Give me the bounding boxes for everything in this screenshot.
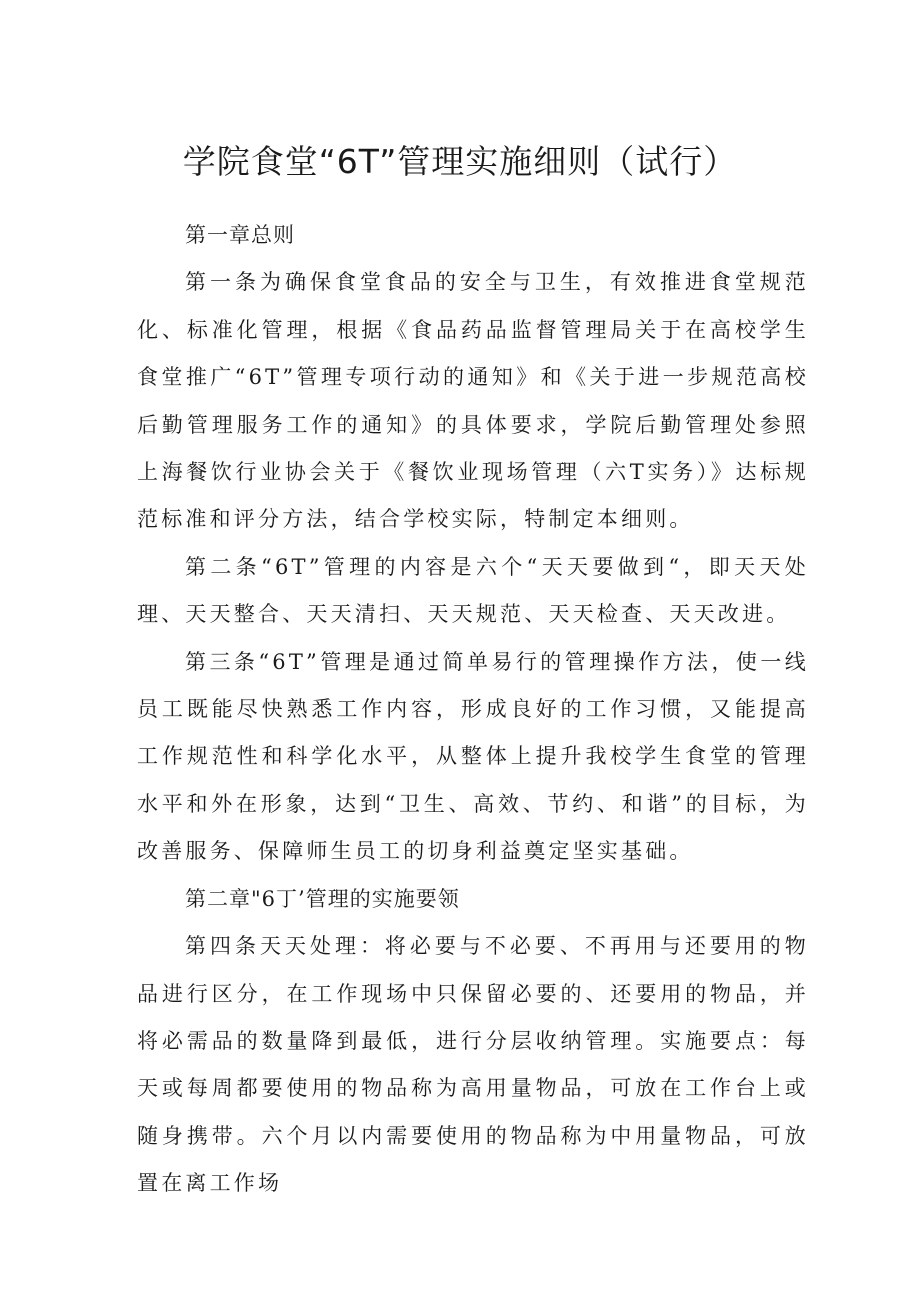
chapter-heading: 第一章总则 [185, 223, 295, 247]
article-paragraph: 第二条“6T”管理的内容是六个“天天要做到“，即天天处理、天天整合、天天清扫、天天规范、天天检查、天天改进。 [137, 554, 809, 627]
article-paragraph: 第一条为确保食堂食品的安全与卫生，有效推进食堂规范化、标准化管理，根据《食品药品监督管理局关于在高校学生食堂推广“6T”管理专项行动的通知》和《关于进一步规范高校后勤管理服务工作的通知》的具体要求，学院后勤管理处参照上海餐饮行业协会关于《餐饮业现场管理（六T实务）》达标规范标准和评分方法，结合学校实际，特制定本细则。 [137, 270, 809, 532]
document-body [137, 212, 809, 1208]
chapter-heading: 第二章"6丁’管理的实施要领 [185, 886, 460, 911]
article-paragraph: 第三条“6T”管理是通过简单易行的管理操作方法，使一线员工既能尽快熟悉工作内容，形成良好的工作习惯，又能提高工作规范性和科学化水平，从整体上提升我校学生食堂的管理水平和外在形象，达到“卫生、高效、节约、和谐”的目标，为改善服务、保障师生员工的切身利益奠定坚实基础。 [137, 649, 809, 864]
document-title: 学院食堂“6T”管理实施细则（试行） [182, 142, 738, 181]
article-paragraph: 第四条天天处理：将必要与不必要、不再用与还要用的物品进行区分，在工作现场中只保留必要的、还要用的物品，并将必需品的数量降到最低，进行分层收纳管理。实施要点：每天或每周都要使用的物品称为高用量物品，可放在工作台上或随身携带。六个月以内需要使用的物品称为中用量物品，可放置在离工作场 [137, 934, 809, 1196]
